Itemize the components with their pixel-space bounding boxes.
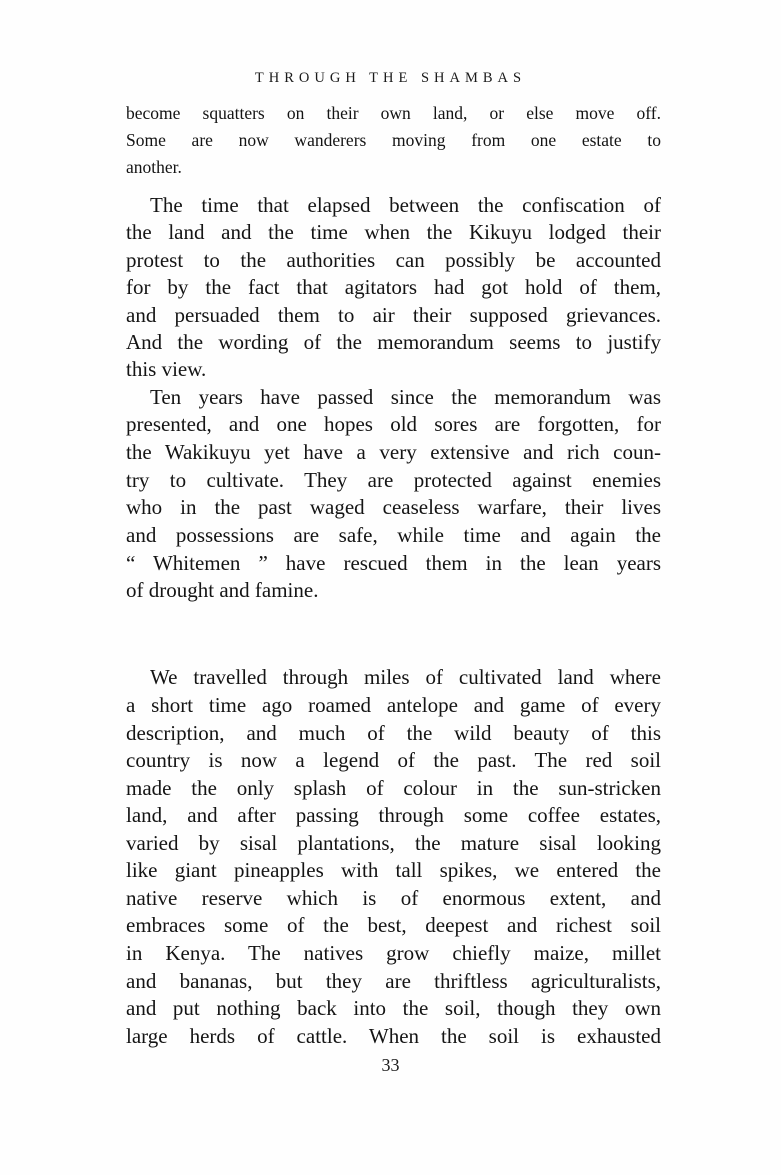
text-line: land, and after passing through some coffee estates, — [126, 803, 661, 827]
text-line: this view. — [126, 357, 207, 381]
text-line: who in the past waged ceaseless warfare, their lives — [126, 495, 661, 519]
text-line: and possessions are safe, while time and again the — [126, 523, 661, 547]
text-line: of drought and famine. — [126, 578, 319, 602]
text-line: and put nothing back into the soil, though they own — [126, 996, 661, 1020]
text-line: embraces some of the best, deepest and richest soil — [126, 913, 661, 937]
text-line: and persuaded them to air their supposed grievances. — [126, 303, 661, 327]
text-line: description, and much of the wild beauty of this — [126, 721, 661, 745]
text-line: native reserve which is of enormous extent, and — [126, 886, 661, 910]
text-line: like giant pineapples with tall spikes, we entered the — [126, 858, 661, 882]
text-line: Some are now wanderers moving from one estate to — [126, 130, 661, 150]
text-line: try to cultivate. They are protected against enemies — [126, 468, 661, 492]
text-line: and bananas, but they are thriftless agriculturalists, — [126, 969, 661, 993]
text-line: Ten years have passed since the memorandum was — [150, 385, 661, 409]
text-line: the land and the time when the Kikuyu lodged their — [126, 220, 661, 244]
text-line: the Wakikuyu yet have a very extensive and rich coun- — [126, 440, 661, 464]
running-head: THROUGH THE SHAMBAS — [254, 70, 527, 86]
text-line: “ Whitemen ” have rescued them in the lean years — [126, 551, 661, 575]
text-line: made the only splash of colour in the sun-stricken — [126, 776, 661, 800]
text-line: in Kenya. The natives grow chiefly maize, millet — [126, 941, 661, 965]
text-line: protest to the authorities can possibly be accounted — [126, 248, 661, 272]
text-line: a short time ago roamed antelope and game of every — [126, 693, 661, 717]
text-line: And the wording of the memorandum seems to justify — [126, 330, 661, 354]
page-number: 33 — [381, 1055, 400, 1075]
text-line: The time that elapsed between the confiscation of — [150, 193, 661, 217]
text-line: become squatters on their own land, or else move off. — [126, 103, 661, 123]
text-line: presented, and one hopes old sores are forgotten, for — [126, 412, 661, 436]
text-line: varied by sisal plantations, the mature sisal looking — [126, 831, 661, 855]
text-line: We travelled through miles of cultivated land where — [150, 665, 661, 689]
text-line: large herds of cattle. When the soil is exhausted — [126, 1024, 661, 1048]
text-line: another. — [126, 157, 182, 177]
text-line: for by the fact that agitators had got hold of them, — [126, 275, 661, 299]
text-line: country is now a legend of the past. The red soil — [126, 748, 661, 772]
